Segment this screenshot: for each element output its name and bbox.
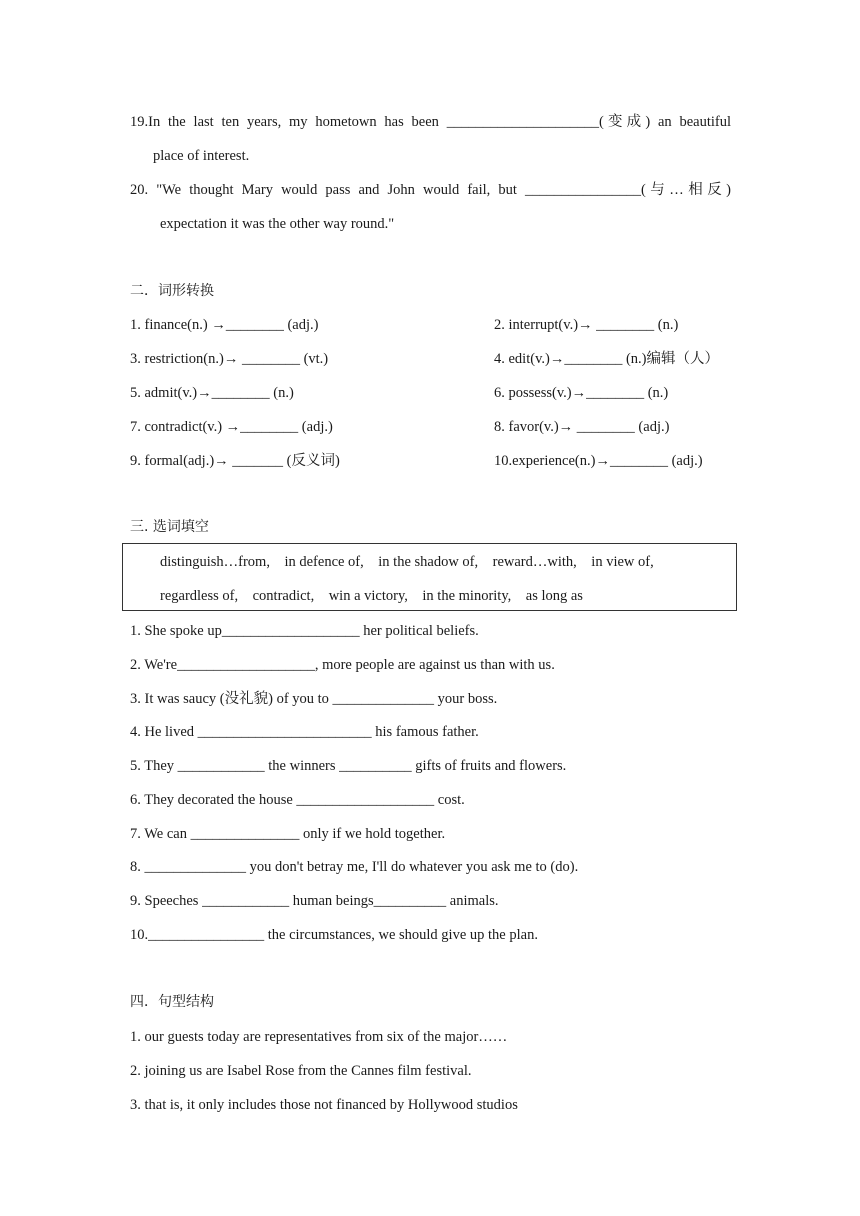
word-form-item: 10.experience(n.)→________ (adj.) bbox=[494, 453, 703, 469]
section-2-heading: 二．词形转换 bbox=[130, 283, 214, 299]
fill-blank-item: 1. She spoke up___________________ her political beliefs. bbox=[130, 623, 479, 639]
word-form-item: 3. restriction(n.)→ ________ (vt.) bbox=[130, 351, 329, 367]
word-form-item: 5. admit(v.)→________ (n.) bbox=[130, 385, 294, 401]
section-3-heading: 三. 选词填空 bbox=[130, 519, 209, 535]
word-bank-line-2: regardless of, contradict, win a victory, in the minority, as long as bbox=[160, 588, 583, 604]
fill-blank-item: 2. We're___________________, more people are against us than with us. bbox=[130, 657, 555, 673]
fill-blank-item: 7. We can _______________ only if we hold together. bbox=[130, 826, 446, 842]
sentence-structure-item: 2. joining us are Isabel Rose from the Cannes film festival. bbox=[130, 1063, 472, 1079]
fill-blank-item: 5. They ____________ the winners __________ gifts of fruits and flowers. bbox=[130, 758, 567, 774]
word-form-item: 6. possess(v.)→________ (n.) bbox=[494, 385, 669, 401]
fill-blank-item: 6. They decorated the house ___________________ cost. bbox=[130, 792, 465, 808]
fill-blank-item: 9. Speeches ____________ human beings__________ animals. bbox=[130, 893, 499, 909]
word-bank-line-1: distinguish…from, in defence of, in the shadow of, reward…with, in view of, bbox=[160, 554, 654, 570]
fill-blank-item: 10.________________ the circumstances, we should give up the plan. bbox=[130, 927, 538, 943]
word-form-item: 7. contradict(v.) →________ (adj.) bbox=[130, 419, 333, 435]
word-form-item: 4. edit(v.)→________ (n.)编辑（人） bbox=[494, 351, 719, 367]
fill-blank-item: 3. It was saucy (没礼貌) of you to ______________ your boss. bbox=[130, 691, 498, 707]
word-form-item: 9. formal(adj.)→ _______ (反义词) bbox=[130, 453, 340, 469]
question-19-line1: 19.In the last ten years, my hometown has been _____________________(变成) an beautiful bbox=[130, 114, 731, 130]
word-form-item: 2. interrupt(v.)→ ________ (n.) bbox=[494, 317, 679, 333]
fill-blank-item: 4. He lived ________________________ his famous father. bbox=[130, 724, 479, 740]
section-4-heading: 四．句型结构 bbox=[130, 994, 214, 1010]
question-20-line2: expectation it was the other way round." bbox=[160, 216, 395, 232]
word-form-item: 8. favor(v.)→ ________ (adj.) bbox=[494, 419, 670, 435]
fill-blank-item: 8. ______________ you don't betray me, I'll do whatever you ask me to (do). bbox=[130, 859, 579, 875]
sentence-structure-item: 3. that is, it only includes those not financed by Hollywood studios bbox=[130, 1097, 518, 1113]
question-20-line1: 20. "We thought Mary would pass and John would fail, but ________________(与…相反) bbox=[130, 182, 731, 198]
word-form-item: 1. finance(n.) →________ (adj.) bbox=[130, 317, 319, 333]
sentence-structure-item: 1. our guests today are representatives from six of the major…… bbox=[130, 1029, 508, 1045]
question-19-line2: place of interest. bbox=[153, 148, 250, 164]
